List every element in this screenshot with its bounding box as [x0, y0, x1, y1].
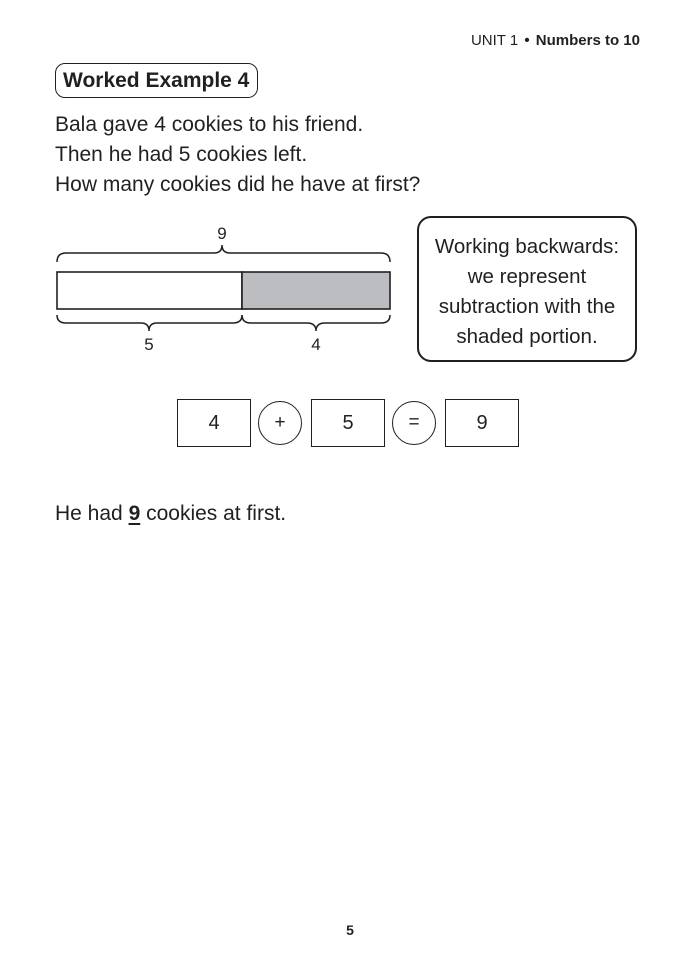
total-label: 9: [217, 224, 227, 243]
problem-text: [55, 110, 420, 200]
answer-prefix: He had: [55, 502, 129, 525]
answer-value: 9: [128, 502, 141, 525]
bar-model-diagram: [50, 220, 400, 360]
callout-line: shaded portion.: [456, 325, 598, 348]
callout-line: subtraction with the: [438, 295, 616, 318]
callout-line: Working backwards:: [434, 235, 620, 258]
shaded-bar: [242, 272, 390, 309]
unit-label: UNIT 1: [470, 32, 519, 49]
equation-operator-circle: +: [258, 401, 302, 445]
unshaded-bar: [57, 272, 242, 309]
answer-suffix: cookies at first.: [140, 502, 287, 525]
header-separator: •: [524, 32, 530, 49]
callout-line: we represent: [467, 265, 587, 288]
part-brace-right: [242, 315, 390, 331]
example-title: Worked Example 4: [55, 63, 258, 98]
part-brace-left: [57, 315, 242, 331]
page-header: [471, 32, 640, 49]
answer-sentence: [55, 502, 286, 526]
total-brace: [57, 245, 390, 262]
equation-term2-box: 5: [311, 399, 385, 447]
equation-result-box: 9: [445, 399, 519, 447]
page-number: 5: [346, 922, 354, 938]
problem-line: How many cookies did he have at first?: [55, 173, 421, 196]
problem-line: Bala gave 4 cookies to his friend.: [55, 113, 364, 136]
problem-line: Then he had 5 cookies left.: [55, 143, 308, 166]
equation-equals-circle: =: [392, 401, 436, 445]
part-label-right: 4: [311, 335, 321, 354]
hint-callout: [417, 216, 637, 362]
equation-term1-box: 4: [177, 399, 251, 447]
chapter-title: Numbers to 10: [535, 32, 640, 49]
part-label-left: 5: [144, 335, 154, 354]
